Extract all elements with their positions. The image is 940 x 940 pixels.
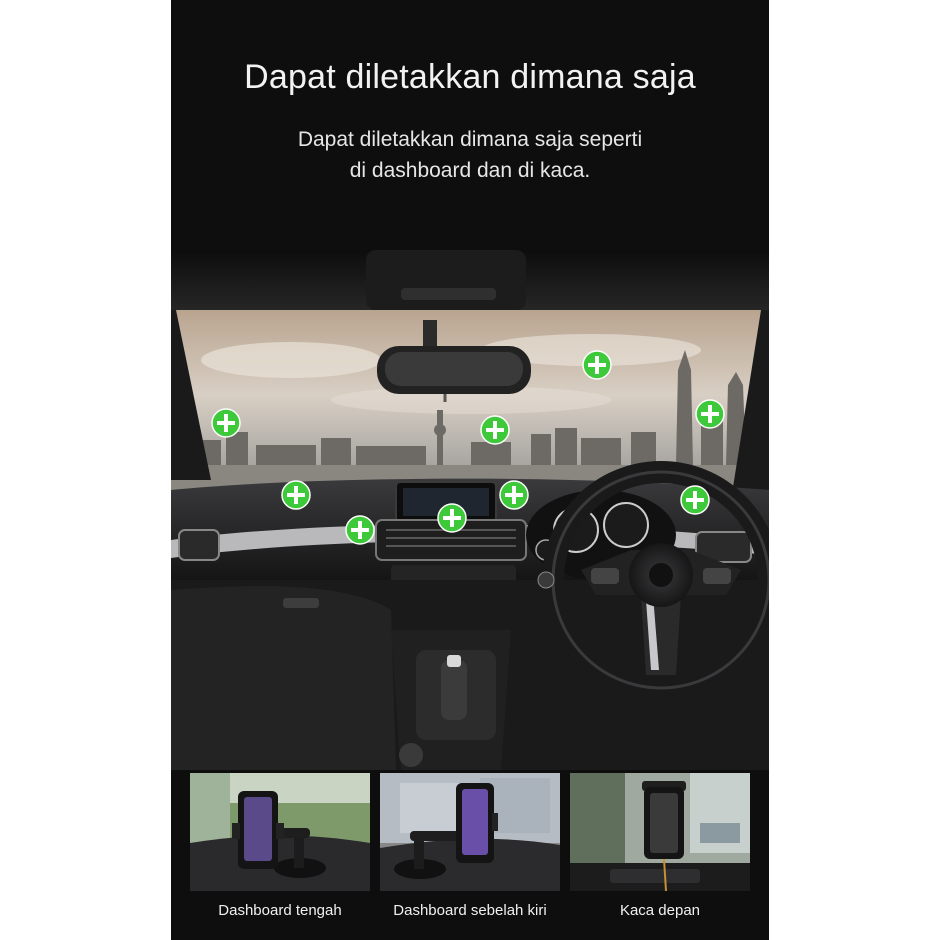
plus-circle-icon — [211, 408, 241, 438]
plus-circle-icon — [499, 480, 529, 510]
caption-windshield: Kaca depan — [619, 902, 701, 919]
headline: Dapat diletakkan dimana saja — [244, 58, 696, 96]
plus-circle-icon — [345, 515, 375, 545]
plus-circle-icon — [480, 415, 510, 445]
caption-dashboard-left: Dashboard sebelah kiri — [393, 902, 547, 919]
caption-dashboard-center: Dashboard tengah — [218, 902, 342, 919]
subtitle-line-1: Dapat diletakkan dimana saja seperti — [297, 128, 643, 151]
plus-circle-icon — [437, 503, 467, 533]
thumbnail-windshield — [570, 773, 750, 891]
subtitle-line-2: di dashboard dan di kaca. — [349, 159, 591, 182]
plus-circle-icon — [281, 480, 311, 510]
promo-panel — [171, 0, 769, 940]
thumbnail-dashboard-center — [190, 773, 370, 891]
plus-circle-icon — [582, 350, 612, 380]
plus-circle-icon — [695, 399, 725, 429]
thumbnail-dashboard-left — [380, 773, 560, 891]
plus-circle-icon — [680, 485, 710, 515]
